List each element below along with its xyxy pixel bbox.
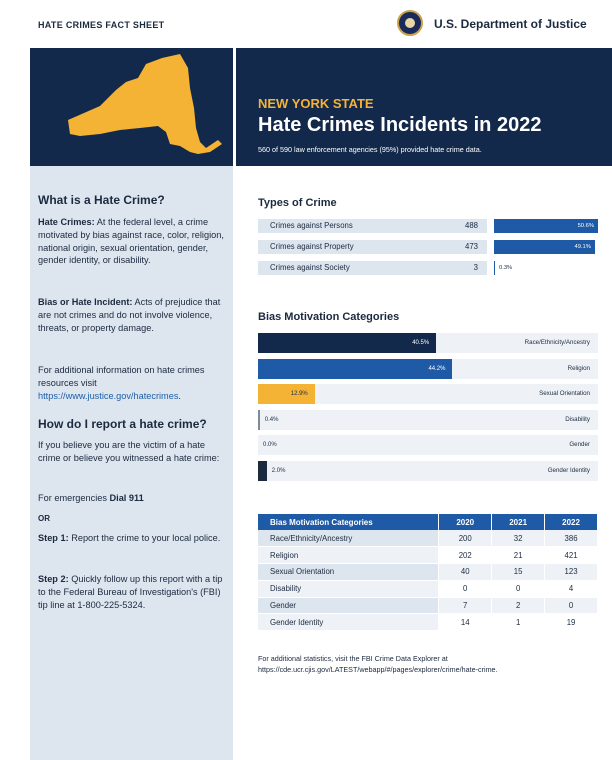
bias-incident-term: Bias or Hate Incident: (38, 297, 133, 307)
step-1 (38, 532, 226, 545)
bias-row (258, 461, 598, 481)
crime-type-bar-track (494, 261, 598, 275)
resources-link[interactable]: https://www.justice.gov/hatecrimes (38, 390, 179, 401)
bias-category-label: Gender (569, 441, 590, 448)
crime-type-row (258, 240, 598, 254)
bias-category-label: Disability (565, 415, 590, 423)
stats-text: For additional statistics, visit the FBI Crime Data Explorer at (258, 654, 448, 663)
crime-type-label: Crimes against Persons (258, 219, 487, 233)
step-2-label: Step 2: (38, 574, 69, 584)
crime-type-bar-track (494, 219, 598, 233)
table-cell-category: Religion (258, 547, 439, 564)
step-2-text: Quickly follow up this report with a tip to the Federal Bureau of Investigation's (FBI) tip line at 1-800-225-5324. (38, 574, 223, 610)
report-heading: How do I report a hate crime? (38, 417, 207, 431)
bias-value: 12.9% (290, 391, 308, 397)
table-row (258, 597, 598, 614)
bias-bar (258, 333, 436, 353)
crime-type-bar (494, 261, 495, 275)
table-cell-category: Race/Ethnicity/Ancestry (258, 530, 439, 547)
table-row (258, 614, 598, 631)
crime-type-count: 3 (473, 263, 478, 272)
bias-value: 0.4% (264, 416, 279, 423)
table-cell-value: 123 (545, 564, 598, 581)
table-row (258, 580, 598, 597)
what-heading: What is a Hate Crime? (38, 193, 165, 207)
bias-chart-heading: Bias Motivation Categories (258, 311, 400, 323)
bias-row (258, 410, 598, 430)
bias-value: 2.0% (271, 467, 286, 474)
table-cell-value: 200 (439, 530, 492, 547)
resources-text (38, 364, 226, 402)
bias-bar (258, 461, 267, 481)
bias-category-label: Sexual Orientation (539, 390, 590, 397)
table-cell-category: Sexual Orientation (258, 564, 439, 581)
step-1-label: Step 1: (38, 533, 69, 543)
table-cell-value: 32 (492, 530, 545, 547)
emergency-text (38, 492, 226, 505)
bias-incident-definition (38, 296, 226, 334)
hate-crimes-term: Hate Crimes: (38, 217, 95, 227)
table-cell-value: 0 (545, 597, 598, 614)
state-map-panel (30, 48, 233, 166)
step-1-text: Report the crime to your local police. (68, 533, 221, 543)
table-cell-category: Gender Identity (258, 614, 439, 631)
bias-motivation-table (258, 514, 598, 631)
table-cell-value: 21 (492, 547, 545, 564)
report-intro: If you believe you are the victim of a hate crime or believe you witnessed a hate crime: (38, 440, 220, 463)
crime-type-bar-track (494, 240, 598, 254)
bias-value: 40.5% (412, 340, 430, 346)
crime-type-pct: 49.1% (574, 244, 591, 250)
bias-category-label: Race/Ethnicity/Ancestry (524, 339, 590, 346)
table-cell-value: 2 (492, 597, 545, 614)
table-cell-value: 421 (545, 547, 598, 564)
crime-type-row (258, 261, 598, 275)
table-row (258, 564, 598, 581)
bias-incident-def: Acts of prejudice that are not crimes and do not involve violence, threats, or property damage. (38, 297, 221, 333)
table-header-2021: 2021 (492, 514, 545, 530)
bias-row (258, 359, 598, 379)
table-header-row (258, 514, 598, 530)
bias-value: 44.2% (428, 365, 446, 372)
hate-crime-definition (38, 216, 226, 267)
agency-name: U.S. Department of Justice (434, 17, 587, 31)
emergency-label: For emergencies (38, 493, 110, 503)
bias-value: 0.0% (263, 442, 277, 448)
table-cell-value: 4 (545, 580, 598, 597)
crime-type-label: Crimes against Property (258, 240, 487, 254)
table-cell-value: 386 (545, 530, 598, 547)
table-cell-value: 40 (439, 564, 492, 581)
stats-link[interactable]: https://cde.ucr.cjis.gov/LATEST/webapp/#/pages/explorer/crime/hate-crime. (258, 665, 498, 674)
crime-type-count: 473 (464, 242, 478, 251)
bias-row (258, 333, 598, 353)
table-cell-value: 15 (492, 564, 545, 581)
new-york-map-icon (30, 48, 233, 166)
crime-type-pct: 0.3% (499, 265, 513, 271)
table-cell-value: 0 (439, 580, 492, 597)
table-header-2020: 2020 (439, 514, 492, 530)
table-cell-value: 19 (545, 614, 598, 631)
bias-row (258, 384, 598, 404)
table-row (258, 530, 598, 547)
table-cell-value: 0 (492, 580, 545, 597)
table-header-category: Bias Motivation Categories (258, 514, 439, 530)
bias-category-label: Religion (567, 364, 590, 372)
table-cell-category: Gender (258, 597, 439, 614)
page-title: Hate Crimes Incidents in 2022 (258, 114, 542, 136)
resources-intro: For additional information on hate crimes resources visit (38, 365, 205, 388)
step-2 (38, 573, 226, 611)
bias-category-label: Gender Identity (547, 466, 590, 474)
hate-crimes-def: At the federal level, a crime motivated by bias against race, color, religion, national origin, sexual orientation, gender, gender identity, or disability. (38, 217, 224, 266)
doj-seal-icon (397, 10, 423, 36)
state-name: NEW YORK STATE (258, 96, 374, 111)
crime-type-count: 488 (464, 221, 478, 230)
table-cell-value: 202 (439, 547, 492, 564)
types-of-crime-heading: Types of Crime (258, 197, 337, 209)
table-cell-category: Disability (258, 580, 439, 597)
resources-end: . (178, 390, 181, 401)
crime-type-label: Crimes against Society (258, 261, 487, 275)
or-label: OR (38, 514, 50, 523)
table-cell-value: 7 (439, 597, 492, 614)
top-bar (0, 0, 612, 48)
agency-coverage: 560 of 590 law enforcement agencies (95%) provided hate crime data. (258, 145, 482, 154)
bias-bar (258, 410, 260, 430)
emergency-number: Dial 911 (109, 493, 144, 503)
fact-sheet-label: HATE CRIMES FACT SHEET (38, 20, 165, 30)
crime-type-pct: 50.6% (577, 223, 594, 229)
table-cell-value: 1 (492, 614, 545, 631)
bias-row (258, 435, 598, 455)
table-header-2022: 2022 (545, 514, 598, 530)
bias-bar (258, 359, 452, 379)
table-row (258, 547, 598, 564)
crime-type-row (258, 219, 598, 233)
table-cell-value: 14 (439, 614, 492, 631)
